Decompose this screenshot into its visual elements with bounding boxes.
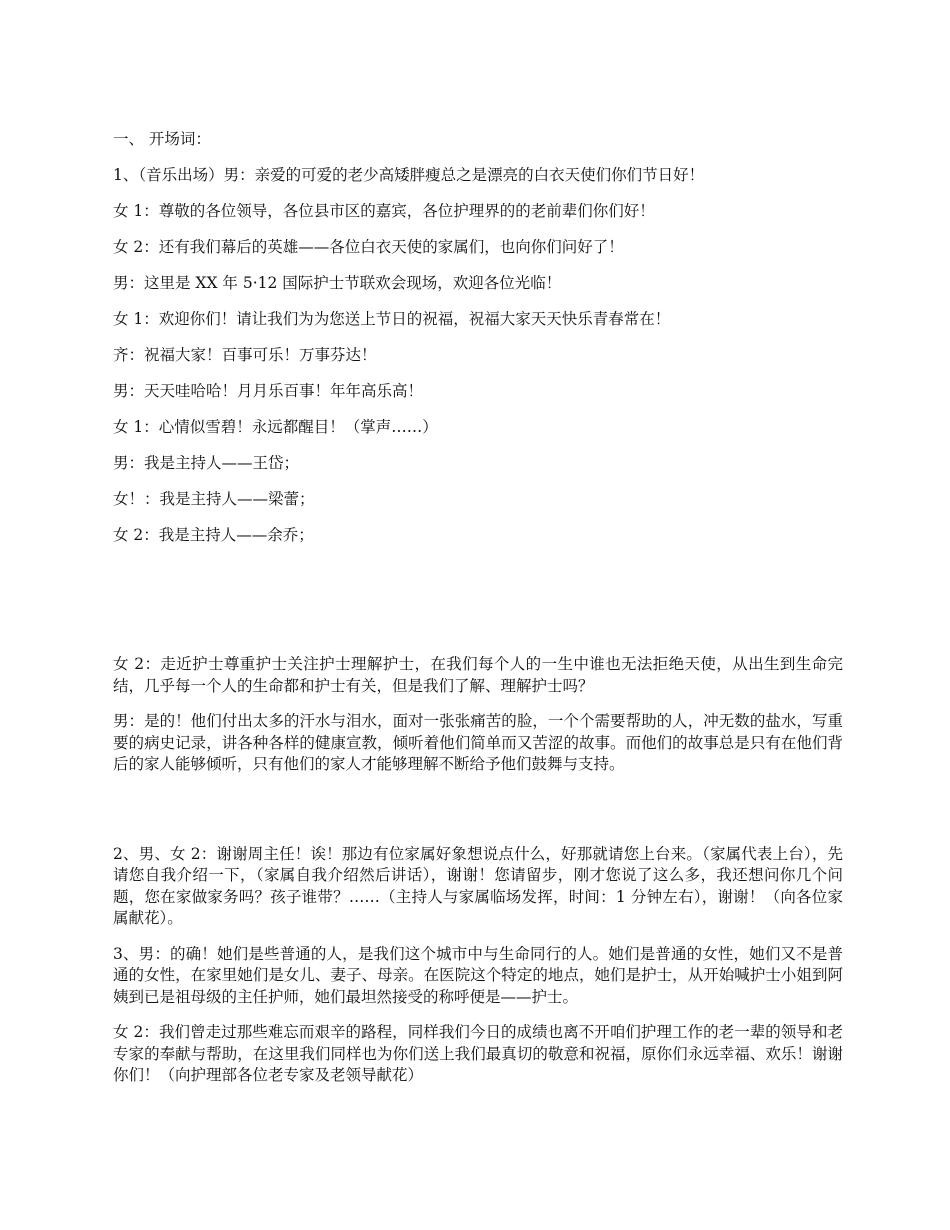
- script-line: 1、（音乐出场）男：亲爱的可爱的老少高矮胖瘦总之是漂亮的白衣天使们你们节日好！: [113, 166, 705, 184]
- script-line: 女 1：欢迎你们！请让我们为为您送上节日的祝福，祝福大家天天快乐青春常在！: [113, 310, 671, 328]
- blank-space: [113, 560, 843, 654]
- script-line: 女 2：我是主持人——余乔；: [113, 526, 314, 544]
- script-paragraph: 女 2：我们曾走过那些难忘而艰辛的路程，同样我们今日的成绩也离不开咱们护理工作的老一辈的领导和老专家的奉献与帮助，在这里我们同样也为你们送上我们最真切的敬意和祝福，原你们永远幸福、欢乐！谢谢你们！（向护理部各位老专家及老领导献花）: [113, 1023, 843, 1084]
- script-line: 齐：祝福大家！百事可乐！万事芬达！: [113, 346, 377, 364]
- script-paragraph: 3、男：的确！她们是些普通的人，是我们这个城市中与生命同行的人。她们是普通的女性，她们又不是普通的女性，在家里她们是女儿、妻子、母亲。在医院这个特定的地点，她们是护士，从开始喊护士小姐到阿姨到已是祖母级的主任护师，她们最坦然接受的称呼便是——护士。: [113, 944, 843, 1006]
- section-heading: 一、 开场词：: [113, 130, 211, 148]
- script-line: 女！：我是主持人——梁蕾；: [113, 490, 315, 508]
- blank-space: [113, 790, 843, 844]
- script-paragraph: 2、男、女 2：谢谢周主任！诶！那边有位家属好象想说点什么，好那就请您上台来。（家属代表上台），先请您自我介绍一下，（家属自我介绍然后讲话），谢谢！您请留步，刚才您说了这么多，我还想问你几个问题，您在家做家务吗？孩子谁带？……（主持人与家属临场发挥，时间：1 分钟左右），谢谢！（向各位家属献花）。: [113, 844, 843, 927]
- script-line: 女 1：心情似雪碧！永远都醒目！（掌声……）: [113, 418, 438, 436]
- script-line: 女 2：还有我们幕后的英雄——各位白衣天使的家属们，也向你们问好了！: [113, 238, 624, 256]
- script-line: 男：这里是 XX 年 5·12 国际护士节联欢会现场，欢迎各位光临！: [113, 274, 562, 292]
- script-paragraph: 男：是的！他们付出太多的汗水与泪水，面对一张张痛苦的脸，一个个需要帮助的人，冲无数的盐水，写重要的病史记录，讲各种各样的健康宣教，倾听着他们简单而又苦涩的故事。而他们的故事总是只有在他们背后的家人能够倾听，只有他们的家人才能够理解不断给予他们鼓舞与支持。: [113, 712, 843, 773]
- script-line: 女 1：尊敬的各位领导，各位县市区的嘉宾，各位护理界的的老前辈们你们好！: [113, 202, 655, 220]
- script-line: 男：天天哇哈哈！月月乐百事！年年高乐高！: [113, 382, 424, 400]
- script-paragraph: 女 2：走近护士尊重护士关注护士理解护士，在我们每个人的一生中谁也无法拒绝天使，从出生到生命完结，几乎每一个人的生命都和护士有关，但是我们了解、理解护士吗？: [113, 655, 843, 695]
- document-page: [113, 128, 843, 1101]
- script-line: 男：我是主持人——王岱；: [113, 454, 300, 472]
